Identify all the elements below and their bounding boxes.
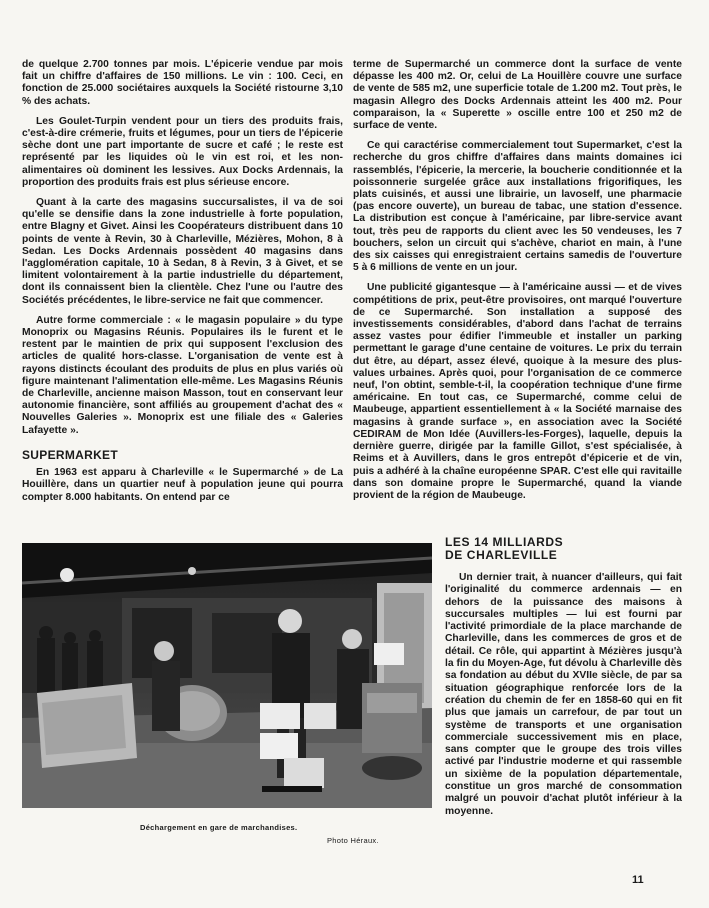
- section-heading: [445, 536, 682, 562]
- left-column: [22, 59, 343, 512]
- paragraph: Ce qui caractérise commercialement tout Supermarket, c'est la recherche du gros chiffre d'affaires dans maints domaines ici rassemblés, l'épicerie, la mercerie, la boucherie conditionnée et la poissonnerie surgelée grâce aux installations frigorifiques, les plats cuisinés, et aussi une librairie, un lavoself, une pharmacie (pas encore ouverte), un bureau de tabac, une station d'essence. La distribution est conçue à l'américaine, par libre-service avant tout, très peu de rapports du client avec les 50 vendeuses, les 7 bouchers, selon un circuit qui s'achève, chariot en main, à l'une des six caisses qui enregistraient certains samedis de l'ouverture 5 à 6 millions de vente en un jour.: [353, 140, 682, 274]
- photo-illustration: [22, 543, 432, 808]
- right-column: [353, 59, 682, 510]
- bottom-right-column: [445, 536, 682, 818]
- heading-line-2: DE CHARLEVILLE: [445, 548, 558, 562]
- page-number: 11: [632, 874, 644, 886]
- paragraph: Autre forme commerciale : « le magasin populaire » du type Monoprix ou Magasins Réunis. Populaires ils le furent et le restent par le maintien de prix qui supposent l'exclusion des articles de qualité hors-classe. L'organisation de vente est à rayons distincts écoulant des produits de plus en plus variés où figure maintenant l'alimentation elle-même. Les Magasins Réunis de Charleville, ancienne maison Masson, tout en conservant leur autonomie financière, sont affiliés au groupement d'achat des « Nouvelles Galeries ». Monoprix est une filiale des « Galeries Lafayette ».: [22, 314, 343, 436]
- paragraph: de quelque 2.700 tonnes par mois. L'épicerie vendue par mois fait un chiffre d'affaires de 150 millions. Le vin : 100. Ceci, en fonction de 25.000 sociétaires auxquels la Société ristourne 3,10 % des achats.: [22, 59, 343, 107]
- photo-caption: Déchargement en gare de marchandises.: [140, 823, 298, 832]
- paragraph: Une publicité gigantesque — à l'américaine aussi — et de vives compétitions de prix, peut-être provisoires, ont marqué l'ouverture de ce Supermarché. Son installation a supposé des investissements considérables, d'abord dans l'achat de terrains assez vastes pour édifier l'immeuble et installer un parking permettant le garage d'une centaine de voitures. Le prix du terrain dut être, au départ, assez élevé, quoique à la mesure des plus-values urbaines. Après quoi, pour l'organisation de ce commerce neuf, l'on obtint, semble-t-il, la coopération technique d'une firme américaine. En tout cas, ce Supermarché, comme celui de Maubeuge, appartient essentiellement à « la Société marnaise des magasins à grande surface », en association avec la Société CEDIRAM de Mon Idée (Auvillers-les-Forges), laquelle, depuis la dernière guerre, dirigée par la famille Gillot, s'est spécialisée, à Reims et à Auvillers, dans le gros entrepôt d'épicerie et de vin, puis a adhéré à la chaîne européenne SPAR. C'est elle qui ravitaille dans son domaine propre le Supermarché, quand la viande provient de la région de Maubeuge.: [353, 282, 682, 501]
- paragraph: En 1963 est apparu à Charleville « le Supermarché » de La Houillère, dans un quartier neuf à population jeune qui pourra compter 8.000 habitants. On entend par ce: [22, 467, 343, 503]
- paragraph: Un dernier trait, à nuancer d'ailleurs, qui fait l'originalité du commerce ardennais — en dehors de la puissance des maisons à succursales multiples — lui est fourni par l'activité primordiale de la place marchande de Charleville, dans les commerces de gros et de détail. Ce rôle, qui appartint à Mézières jusqu'à la fin du Moyen-Age, fut dévolu à Charleville dès sa fondation au début du XVIIe siècle, de par sa situation géographique renforcée lors de la création du chemin de fer en 1858-60 qui en fit plus que jamais un carrefour, de par tout un système de transports et une organisation commerciale successivement mis en place, sans compter que le groupe des trois villes activé par l'industrie moderne et qui rassemble un sixième de la population départementale, constitue un gros marché de consommation malgré un pouvoir d'achat plutôt inférieur à la moyenne.: [445, 572, 682, 817]
- heading-line-1: LES 14 MILLIARDS: [445, 535, 564, 549]
- paragraph: Les Goulet-Turpin vendent pour un tiers des produits frais, c'est-à-dire crémerie, fruits et légumes, pour un tiers de l'épicerie sèche dont une part importante de sucre et café ; le reste est représenté par les liquides où le vin est roi, et les non-alimentaires où dominent les lessives. Aux Docks Ardennais, la proportion des produits frais est plus sérieuse encore.: [22, 115, 343, 188]
- photo-credit: Photo Héraux.: [327, 836, 379, 845]
- freight-station-photo: [22, 543, 432, 808]
- section-heading: SUPERMARKET: [22, 447, 118, 462]
- paragraph: terme de Supermarché un commerce dont la surface de vente dépasse les 400 m2. Or, celui de La Houillère couvre une surface de vente de 585 m2, une superficie totale de 1.200 m2. Tout près, le magasin Allegro des Docks Ardennais atteint les 400 m2. Pour comparaison, la « Superette » oscille entre 100 et 250 m2 de surface de vente.: [353, 59, 682, 132]
- paragraph: Quant à la carte des magasins succursalistes, il va de soi qu'elle se densifie dans la zone industrielle à forte population, entre Blagny et Givet. Ainsi les Coopérateurs distribuent dans 10 points de vente à Revin, 30 à Charleville, Mézières, Mohon, 8 à Sedan. Les Docks Ardennais possèdent 40 magasins dans l'agglomération capitale, 10 à Sedan, 8 à Revin, 3 à Givet, et se limitent volontairement à la partie industrielle du département, dont ils connaissent bien la clientèle. Chez l'une ou l'autre des Sociétés précédentes, le libre-service ne fait que commencer.: [22, 197, 343, 306]
